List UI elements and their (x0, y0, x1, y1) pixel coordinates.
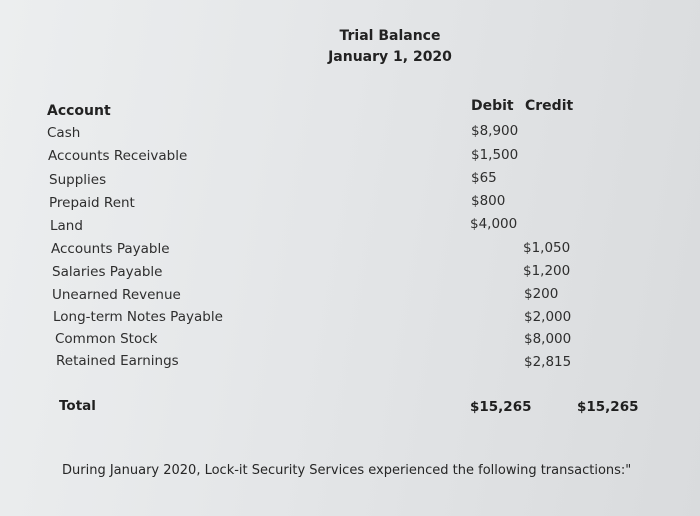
credit-amount: $2,815 (524, 354, 572, 370)
credit-header: Credit (525, 98, 574, 114)
page-title: Trial Balance (339, 28, 441, 44)
account-name: Accounts Receivable (48, 148, 188, 164)
credit-amount: $200 (524, 286, 559, 302)
account-name: Supplies (49, 172, 107, 188)
account-name: Cash (47, 125, 81, 141)
total-credit: $15,265 (577, 399, 639, 415)
debit-amount: $65 (471, 170, 497, 186)
debit-amount: $800 (471, 193, 506, 209)
total-debit: $15,265 (470, 399, 532, 415)
account-name: Accounts Payable (51, 241, 170, 257)
debit-amount: $4,000 (470, 216, 518, 232)
debit-header: Debit (471, 98, 514, 114)
account-name: Prepaid Rent (49, 195, 135, 211)
credit-amount: $8,000 (524, 331, 572, 347)
debit-amount: $8,900 (471, 123, 519, 139)
credit-amount: $1,050 (523, 240, 571, 256)
credit-amount: $2,000 (524, 309, 572, 325)
account-name: Retained Earnings (56, 353, 179, 369)
credit-amount: $1,200 (523, 263, 571, 279)
account-header: Account (47, 103, 111, 119)
account-name: Unearned Revenue (52, 287, 181, 303)
page-date: January 1, 2020 (328, 49, 452, 65)
account-name: Common Stock (55, 331, 158, 347)
account-name: Long-term Notes Payable (53, 309, 223, 325)
account-name: Salaries Payable (52, 264, 163, 280)
debit-amount: $1,500 (471, 147, 519, 163)
total-label: Total (59, 398, 96, 414)
title-block (320, 26, 460, 68)
transactions-note: During January 2020, Lock-it Security Services experienced the following transactions:" (62, 463, 632, 478)
account-name: Land (50, 218, 83, 234)
